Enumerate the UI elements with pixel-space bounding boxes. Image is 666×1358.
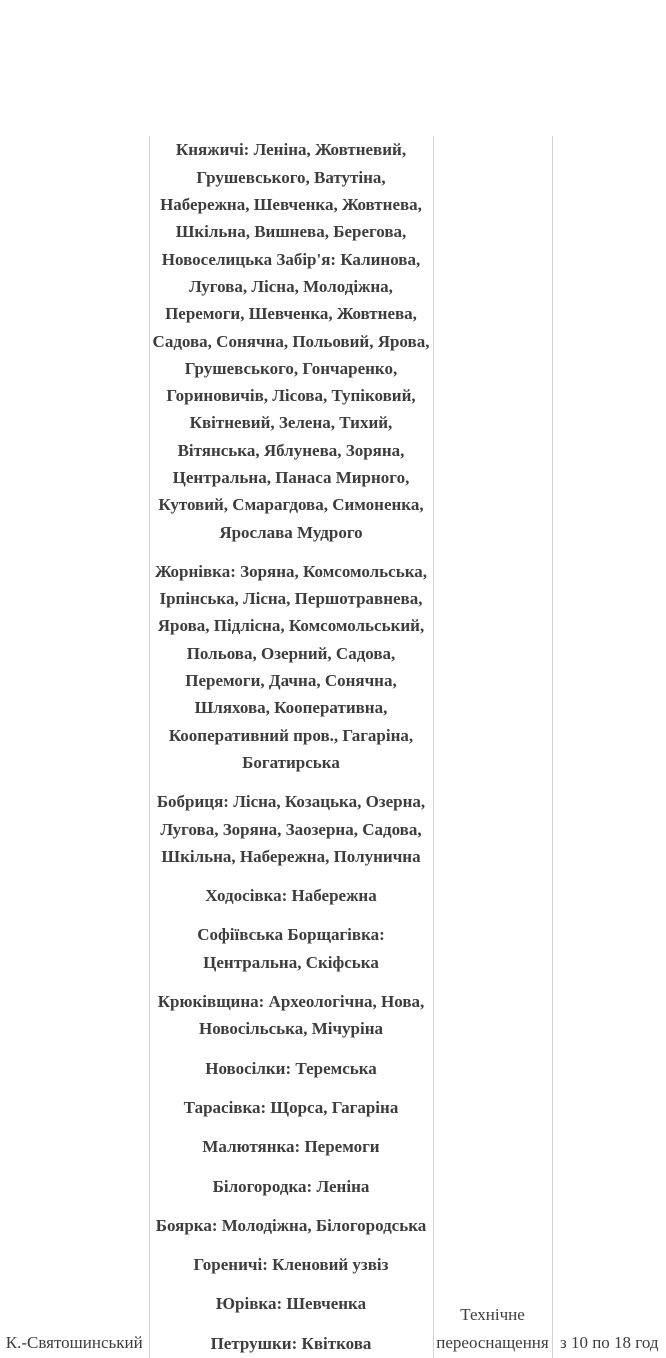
address-paragraph: Ходосівка: Набережна: [205, 886, 377, 906]
address-paragraph: Княжичі: Леніна, Жовтневий, Грушевського, Ватутіна, Набережна, Шевченка, Жовтнева, Шкільна, Вишнева, Берегова, Новоселицька Забір'я: Калинова, Лугова, Лісна, Молодіжна, Перемоги, Шевченка, Жовтнева, Садова, Сонячна, Польовий, Ярова, Грушевського, Гончаренко, Гориновичів, Лісова, Тупіковий, Квітневий, Зелена, Тихий, Вітянська, Яблунева, Зоряна, Центральна, Панаса Мирного, Кутовий, Смарагдова, Симоненка, Ярослава Мудрого: [152, 140, 430, 542]
address-paragraph: Боярка: Молодіжна, Білогородська: [155, 1215, 427, 1235]
address-paragraph: Жорнівка: Зоряна, Комсомольська, Ірпінська, Лісна, Першотравнева, Ярова, Підлісна, Комсомольський, Польова, Озерний, Садова, Перемоги, Дачна, Сонячна, Шляхова, Кооперативна, Кооперативний пров., Гагаріна, Богатирська: [155, 561, 427, 772]
address-paragraph: Тарасівка: Щорса, Гагаріна: [183, 1097, 399, 1117]
district-cell: К.-Святошинський: [0, 136, 149, 1358]
address-paragraph: Малютянка: Перемоги: [202, 1137, 380, 1157]
address-paragraph: Крюківщина: Археологічна, Нова, Новосільська, Мічуріна: [157, 992, 425, 1039]
work-type-cell: Технічне переоснащення: [433, 136, 552, 1358]
outage-schedule-table: [0, 136, 666, 1358]
address-paragraph: Софіївська Борщагівка: Центральна, Скіфська: [197, 925, 385, 972]
addresses-cell: [149, 136, 433, 1358]
address-paragraph: Петрушки: Квіткова: [210, 1333, 372, 1353]
address-paragraph: Білогородка: Леніна: [212, 1176, 370, 1196]
address-paragraph: Бобриця: Лісна, Козацька, Озерна, Лугова, Зоряна, Заозерна, Садова, Шкільна, Набережна, Полунична: [156, 792, 426, 866]
time-cell: з 10 по 18 год: [559, 1333, 659, 1352]
table-row: [0, 136, 666, 1358]
address-paragraph: Гореничі: Кленовий узвіз: [193, 1255, 389, 1275]
address-paragraph: Новосілки: Теремська: [205, 1058, 377, 1078]
address-paragraph: Юрівка: Шевченка: [215, 1294, 367, 1314]
